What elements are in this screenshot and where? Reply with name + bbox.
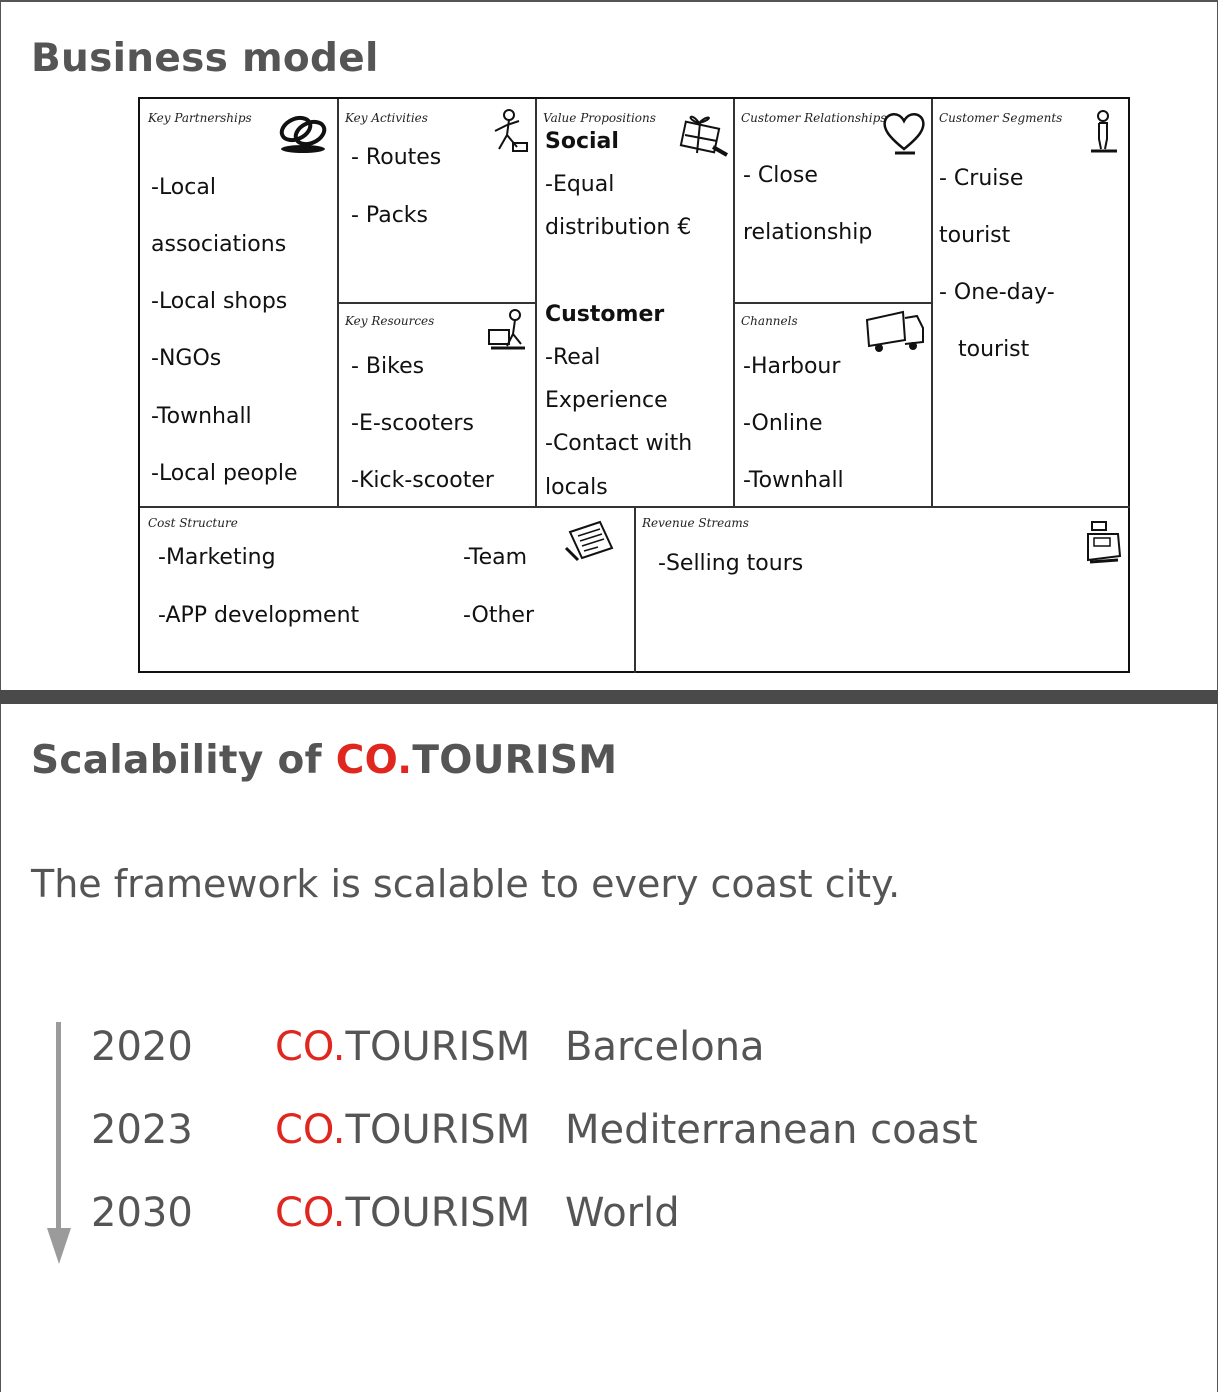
value-item: distribution €: [545, 215, 692, 240]
segment-item: - One-day-: [939, 280, 1055, 305]
key-resources-block: [339, 304, 535, 506]
timeline-brand: [275, 1190, 530, 1236]
value-customer-heading: Customer: [545, 302, 665, 327]
activity-item: - Packs: [351, 203, 428, 228]
value-propositions-block: [537, 99, 733, 506]
customer-segments-block: [933, 99, 1130, 506]
value-social-heading: Social: [545, 129, 619, 154]
resource-item: -Kick-scooter: [351, 468, 494, 493]
business-model-canvas: [138, 97, 1130, 673]
cost-item: -Other: [463, 603, 535, 628]
segment-item: tourist: [939, 223, 1011, 248]
title-prefix: Scalability of: [31, 738, 336, 783]
key-partnerships-block: [140, 99, 337, 506]
channels-block: [735, 304, 931, 506]
cost-item: -Marketing: [158, 545, 276, 570]
partnership-item: -Local people: [151, 461, 298, 486]
partnership-item: -NGOs: [151, 346, 222, 371]
brand-red: CO.: [275, 1190, 346, 1236]
channels-caption: Channels: [741, 314, 798, 328]
heart-icon: [881, 109, 927, 155]
channel-item: -Harbour: [743, 354, 841, 379]
cost-item: -APP development: [158, 603, 360, 628]
revenue-streams-block: [636, 508, 1130, 673]
segment-item: - Cruise: [939, 166, 1024, 191]
factory-worker-icon: [487, 308, 529, 354]
cost-structure-block: [140, 508, 634, 673]
brand-red: CO.: [335, 738, 413, 783]
key-activities-block: [339, 99, 535, 302]
partnership-item: -Local: [151, 175, 216, 200]
cost-item: -Team: [463, 545, 528, 570]
activity-item: - Routes: [351, 145, 442, 170]
customer-relationships-caption: Customer Relationships: [741, 111, 887, 125]
cash-register-icon: [1084, 520, 1124, 566]
scalability-slide: [0, 704, 1218, 1392]
partnership-item: associations: [151, 232, 287, 257]
business-model-slide: [0, 0, 1218, 690]
value-item: Experience: [545, 388, 668, 413]
brand-rest: TOURISM: [345, 1024, 531, 1070]
worker-icon: [489, 109, 529, 155]
timeline-place: Mediterranean coast: [565, 1107, 978, 1153]
value-item: locals: [545, 475, 608, 500]
segment-item: tourist: [958, 337, 1030, 362]
customer-relationships-block: [735, 99, 931, 302]
timeline-brand: [275, 1024, 530, 1070]
receipt-icon: [564, 518, 616, 562]
key-partnerships-caption: Key Partnerships: [148, 111, 252, 125]
key-activities-caption: Key Activities: [345, 111, 428, 125]
timeline-brand: [275, 1107, 530, 1153]
chain-link-icon: [276, 107, 330, 155]
brand-rest: TOURISM: [345, 1107, 531, 1153]
value-item: -Contact with: [545, 431, 693, 456]
timeline-arrow-head-icon: [47, 1228, 71, 1264]
gift-icon: [677, 109, 729, 157]
timeline-arrow-line: [56, 1022, 61, 1236]
timeline-year: 2023: [91, 1107, 193, 1153]
value-item: -Real: [545, 345, 601, 370]
customer-segments-caption: Customer Segments: [939, 111, 1063, 125]
brand-red: CO.: [275, 1107, 346, 1153]
brand-rest: TOURISM: [412, 738, 618, 783]
channel-item: -Online: [743, 411, 823, 436]
value-item: -Equal: [545, 172, 615, 197]
resource-item: - Bikes: [351, 354, 425, 379]
timeline-year: 2030: [91, 1190, 193, 1236]
lead-sentence: The framework is scalable to every coast city.: [31, 862, 901, 906]
partnership-item: -Townhall: [151, 404, 252, 429]
truck-icon: [865, 308, 925, 356]
channel-item: -Townhall: [743, 468, 844, 493]
relationship-item: relationship: [743, 220, 873, 245]
revenue-item: -Selling tours: [658, 551, 804, 576]
person-icon: [1087, 109, 1121, 155]
brand-rest: TOURISM: [345, 1190, 531, 1236]
brand-red: CO.: [275, 1024, 346, 1070]
slide-divider: [0, 690, 1218, 704]
timeline-place: Barcelona: [565, 1024, 765, 1070]
page-title: Business model: [31, 36, 379, 81]
timeline-place: World: [565, 1190, 680, 1236]
page-title: [31, 738, 617, 783]
timeline-year: 2020: [91, 1024, 193, 1070]
value-propositions-caption: Value Propositions: [543, 111, 656, 125]
partnership-item: -Local shops: [151, 289, 288, 314]
key-resources-caption: Key Resources: [345, 314, 435, 328]
relationship-item: - Close: [743, 163, 818, 188]
cost-structure-caption: Cost Structure: [148, 516, 238, 530]
resource-item: -E-scooters: [351, 411, 474, 436]
revenue-streams-caption: Revenue Streams: [642, 516, 749, 530]
